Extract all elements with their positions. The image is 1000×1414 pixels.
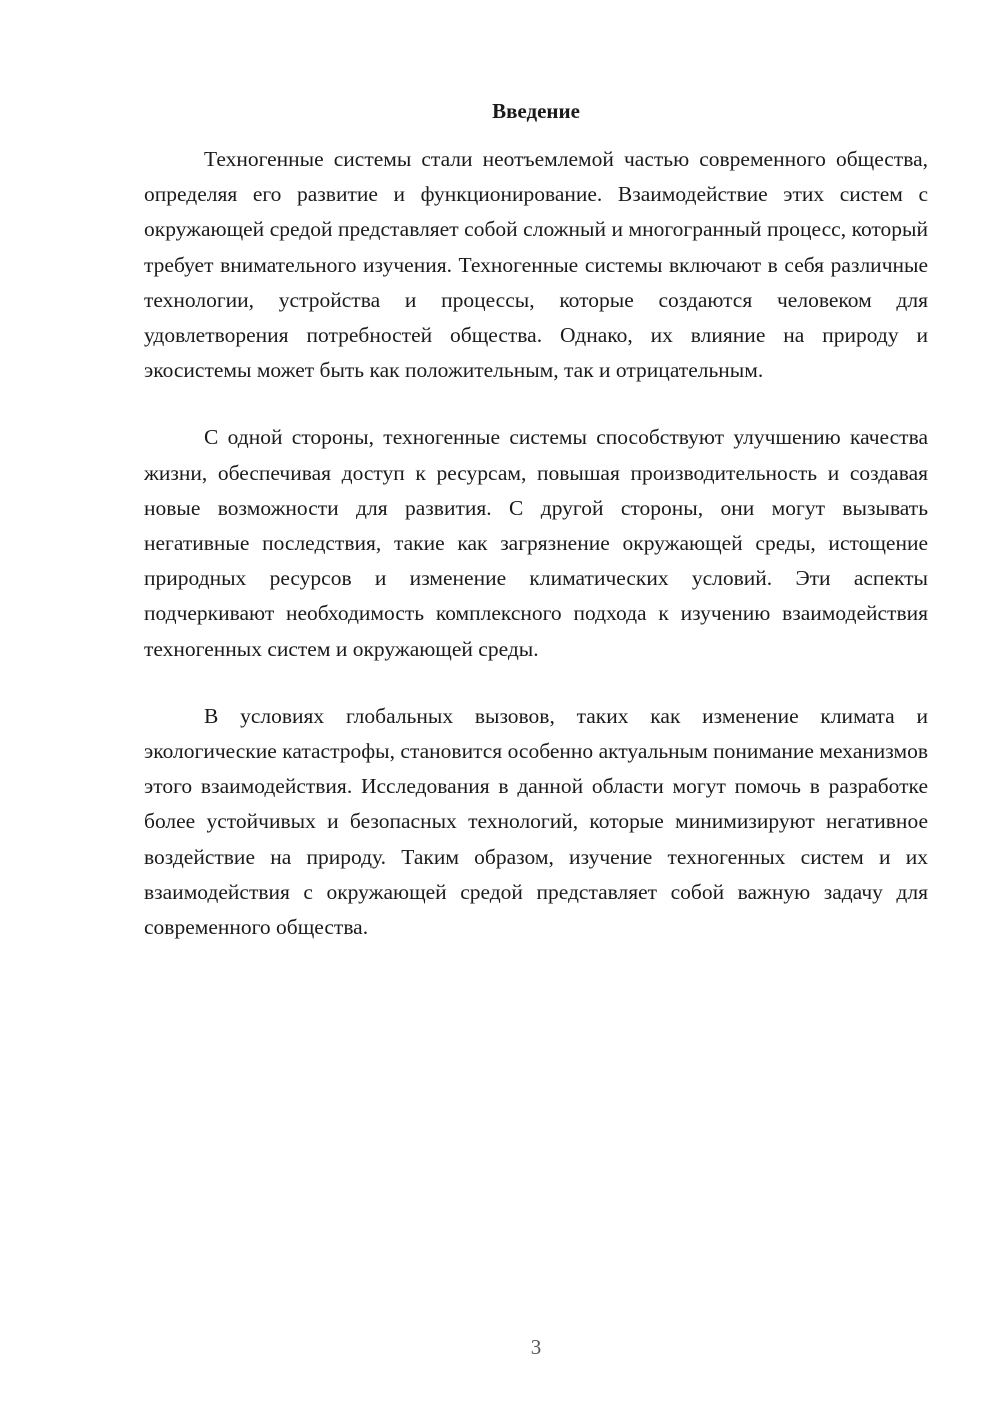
- page-number: 3: [530, 1335, 542, 1359]
- page-title: Введение: [492, 99, 580, 123]
- body-text: [144, 142, 928, 977]
- paragraph-1: Техногенные системы стали неотъемлемой частью современного общества, определяя его развитие и функционирование. Взаимодействие этих систем с окружающей средой представляет собой сложный и многогранный процесс, который требует внимательного изучения. Техногенные системы включают в себя различные технологии, устройства и процессы, которые создаются человеком для удовлетворения потребностей общества. Однако, их влияние на природу и экосистемы может быть как положительным, так и отрицательным.: [144, 147, 928, 383]
- paragraph-3: В условиях глобальных вызовов, таких как изменение климата и экологические катастрофы, становится особенно актуальным понимание механизмов этого взаимодействия. Исследования в данной области могут помочь в разработке более устойчивых и безопасных технологий, которые минимизируют негативное воздействие на природу. Таким образом, изучение техногенных систем и их взаимодействия с окружающей средой представляет собой важную задачу для современного общества.: [144, 703, 928, 940]
- paragraph-2: С одной стороны, техногенные системы способствуют улучшению качества жизни, обеспечивая доступ к ресурсам, повышая производительность и создавая новые возможности для развития. С другой стороны, они могут вызывать негативные последствия, такие как загрязнение окружающей среды, истощение природных ресурсов и изменение климатических условий. Эти аспекты подчеркивают необходимость комплексного подхода к изучению взаимодействия техногенных систем и окружающей среды.: [144, 425, 928, 661]
